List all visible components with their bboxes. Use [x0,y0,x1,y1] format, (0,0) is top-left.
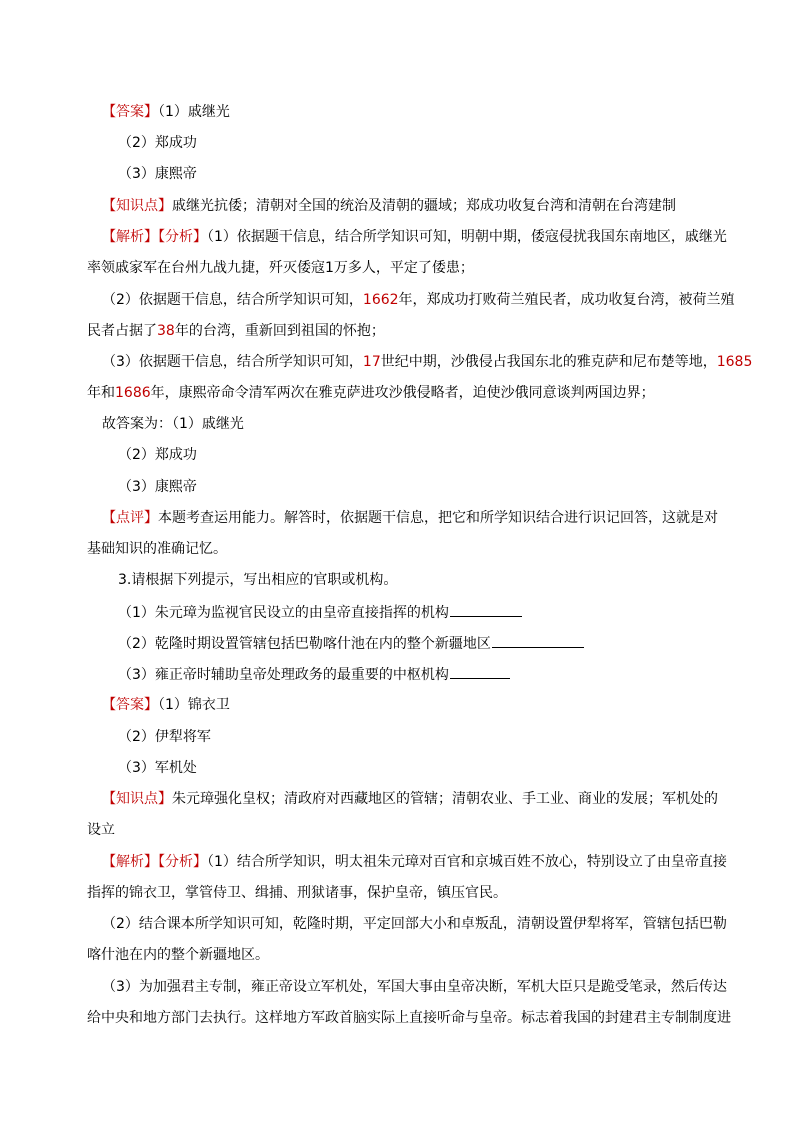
fenxi-tag: 【分析】 [158,854,207,870]
q2-answer-3: （3）康熙帝 [118,166,197,182]
q3-answer-3: （3）军机处 [118,760,197,776]
q3-analysis-2: （2）结合课本所学知识可知，乾隆时期，平定回部大小和卓叛乱，清朝设置伊犁将军，管辖包括巴勒 [102,916,727,932]
q2-comment-b: 基础知识的准确记忆。 [87,541,227,557]
q3-answer-2: （2）伊犁将军 [118,729,211,745]
analysis-tag: 【解析】 [102,854,158,870]
q3-item-1: （1）朱元璋为监视官民设立的由皇帝直接指挥的机构 [118,602,522,623]
q2-analysis-2b: 民者占据了38年的台湾，重新回到祖国的怀抱； [87,323,385,339]
q3-analysis-1b: 指挥的锦衣卫，掌管侍卫、缉捕、刑狱诸事，保护皇帝，镇压官民。 [87,885,507,901]
q3-answer-1: 【答案】（1）锦衣卫 [102,697,230,713]
answer-blank[interactable] [492,633,584,648]
q2-analysis-3b: 年和1686年，康熙帝命令清军两次在雅克萨进攻沙俄侵略者，迫使沙俄同意谈判两国边界； [87,385,655,401]
q3-analysis-3: （3）为加强君主专制，雍正帝设立军机处，军国大事由皇帝决断，军机大臣只是跪受笔录，然后传达 [102,979,727,995]
q2-analysis-1b: 率领戚家军在台州九战九捷，歼灭倭寇1万多人，平定了倭患； [87,260,474,276]
q2-knowledge: 【知识点】戚继光抗倭；清朝对全国的统治及清朝的疆域；郑成功收复台湾和清朝在台湾建制 [102,198,676,214]
answer-blank[interactable] [450,602,522,617]
q3-knowledge-b: 设立 [87,822,115,838]
knowledge-tag: 【知识点】 [102,198,172,214]
q3-analysis-3b: 给中央和地方部门去执行。这样地方军政首脑实际上直接听命与皇帝。标志着我国的封建君主专制制度进 [87,1010,731,1026]
fenxi-tag: 【分析】 [158,229,207,245]
q2-analysis-1: 【解析】【分析】（1）依据题干信息，结合所学知识可知，明朝中期，倭寇侵扰我国东南地区，戚继光 [102,229,727,245]
q3-analysis-1: 【解析】【分析】（1）结合所学知识，明太祖朱元璋对百官和京城百姓不放心，特别设立了由皇帝直接 [102,854,727,870]
q3-stem: 3.请根据下列提示，写出相应的官职或机构。 [118,572,398,588]
comment-tag: 【点评】 [102,510,158,526]
answer-tag: 【答案】 [102,697,158,713]
q3-analysis-2b: 喀什池在内的整个新疆地区。 [87,947,269,963]
q2-final-1: 故答案为：（1）戚继光 [102,416,244,432]
q3-item-2: （2）乾隆时期设置管辖包括巴勒喀什池在内的整个新疆地区 [118,633,584,654]
q2-answer-2: （2）郑成功 [118,135,197,151]
q2-answer-1: 【答案】（1）戚继光 [102,104,230,120]
knowledge-tag: 【知识点】 [102,791,172,807]
q2-comment: 【点评】本题考查运用能力。解答时，依据题干信息，把它和所学知识结合进行识记回答，这就是对 [102,510,718,526]
q2-final-2: （2）郑成功 [118,447,197,463]
q3-knowledge: 【知识点】朱元璋强化皇权；清政府对西藏地区的管辖；清朝农业、手工业、商业的发展；军机处的 [102,791,718,807]
answer-blank[interactable] [450,664,510,679]
analysis-tag: 【解析】 [102,229,158,245]
q2-analysis-2: （2）依据题干信息，结合所学知识可知，1662年，郑成功打败荷兰殖民者，成功收复台湾，被荷兰殖 [102,292,735,308]
answer-tag: 【答案】 [102,104,158,120]
q2-final-3: （3）康熙帝 [118,479,197,495]
q2-analysis-3: （3）依据题干信息，结合所学知识可知，17世纪中期，沙俄侵占我国东北的雅克萨和尼布楚等地，1685 [102,354,753,370]
q3-item-3: （3）雍正帝时辅助皇帝处理政务的最重要的中枢机构 [118,664,510,685]
